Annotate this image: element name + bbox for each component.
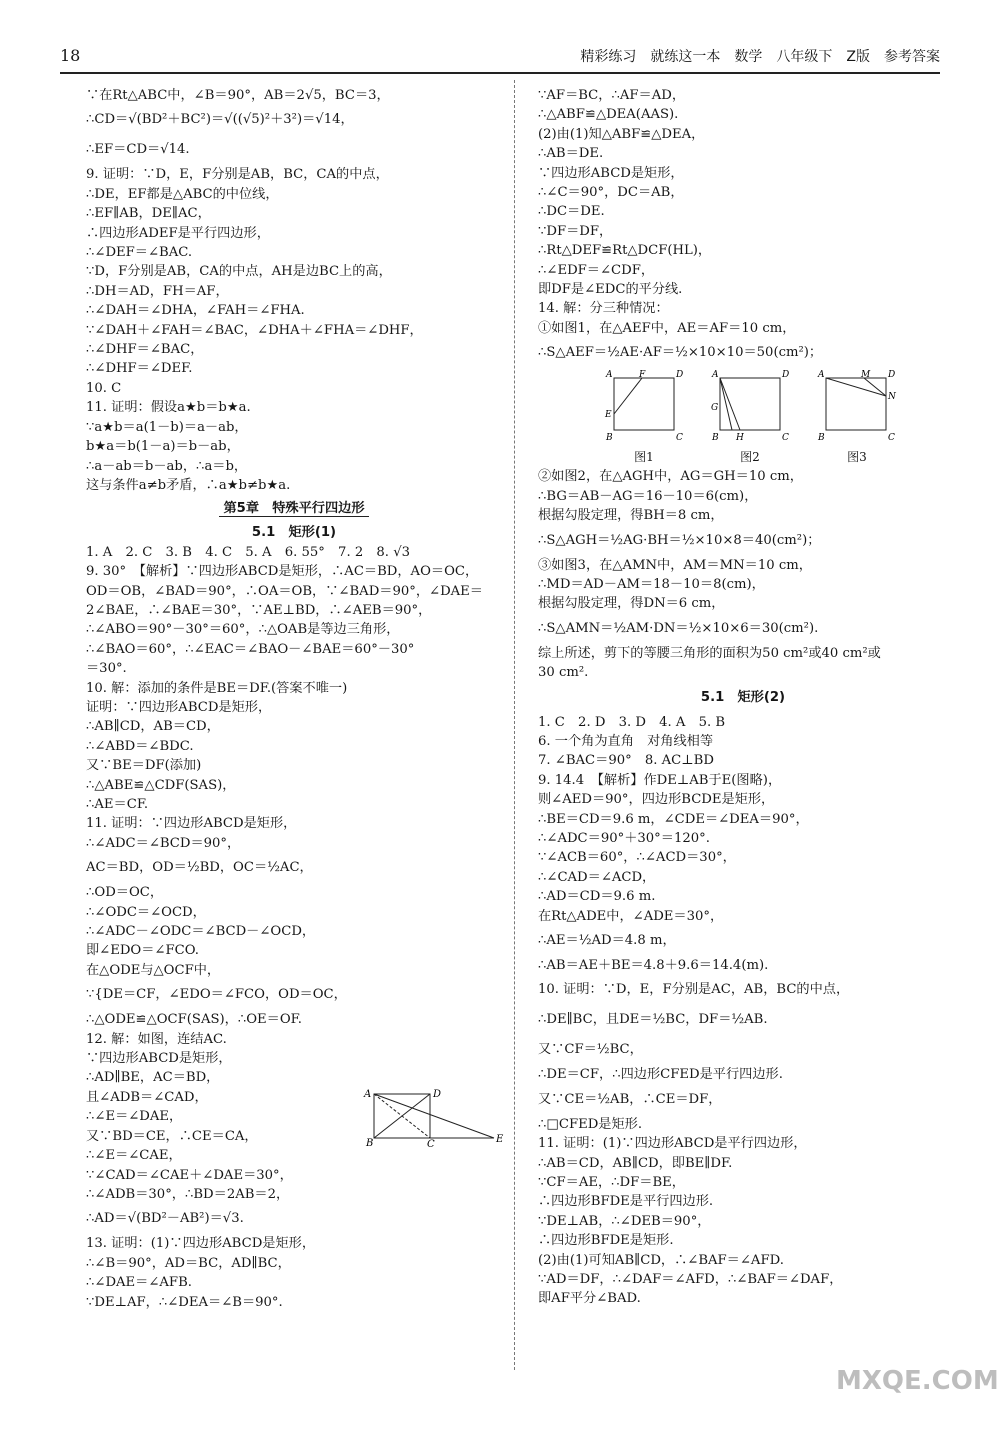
text-line: 14. 解：分三种情况： <box>538 301 669 317</box>
svg-text:A: A <box>606 370 613 381</box>
text-line: ∴△ODE≌△OCF(SAS)，∴OE＝OF. <box>86 1012 302 1028</box>
text-line: OD＝OB，∠BAD＝90°，∴OA＝OB，∵∠BAD＝90°，∠DAE＝ <box>86 583 483 599</box>
text-line: ∵在Rt△ABC中，∠B＝90°，AB＝2√5，BC＝3， <box>86 88 390 103</box>
text-line: ∴EF＝CD＝√14. <box>86 142 190 158</box>
svg-text:E: E <box>605 410 612 421</box>
svg-text:B: B <box>366 1138 374 1148</box>
text-line: ∴S△AMN＝½AM·DN＝½×10×6＝30(cm²). <box>538 620 819 636</box>
figure-1 <box>604 370 684 465</box>
chapter-title: 第5章 特殊平行四边形 <box>86 495 502 523</box>
text-line: ∴AB∥CD，AB＝CD， <box>86 719 220 735</box>
text-line: 6. 一个角为直角 对角线相等 <box>538 733 714 749</box>
text-line: ∴DE，EF都是△ABC的中位线， <box>86 186 279 202</box>
section-title: 5.1 矩形(1) <box>251 525 337 541</box>
text-line: 又∵CE＝½AB，∴CE＝DF， <box>538 1091 722 1107</box>
text-line: ∴∠ADB＝30°，∴BD＝2AB＝2， <box>86 1186 290 1202</box>
text-line: ∴□CFED是矩形. <box>538 1116 643 1132</box>
text-line: ∴Rt△DEF≌Rt△DCF(HL)， <box>538 243 712 259</box>
text-line: ②如图2，在△AGH中，AG＝GH＝10 cm， <box>538 469 803 485</box>
column-divider <box>514 80 515 1370</box>
svg-text:E: E <box>496 1134 504 1145</box>
figure-caption: 图1 <box>634 450 654 465</box>
text-line: ∴∠DAH＝∠DHA，∠FAH＝∠FHA. <box>86 303 305 319</box>
text-line: ∵CF＝AE，∴DF＝BE， <box>538 1175 685 1191</box>
text-line: ∴MD＝AD－AM＝18－10＝8(cm)， <box>538 576 765 592</box>
svg-text:D: D <box>676 370 684 381</box>
text-line: ∴∠E＝∠DAE， <box>86 1109 183 1125</box>
text-line: ∴∠DHF＝∠DEF. <box>86 361 193 377</box>
svg-text:A: A <box>364 1089 372 1100</box>
watermark: MXQE.COM <box>836 1366 999 1396</box>
text-line: ∴a－ab＝b－ab，∴a＝b， <box>86 458 248 474</box>
right-column <box>538 86 948 1309</box>
text-line: ∴AE＝½AD＝4.8 m， <box>538 933 676 948</box>
text-line: ∴BG＝AB－AG＝16－10＝6(cm)， <box>538 488 758 504</box>
text-line: ∵∠DAH＋∠FAH＝∠BAC，∠DHA＋∠FHA＝∠DHF， <box>86 322 423 338</box>
section-title: 5.1 矩形(2) <box>700 689 786 705</box>
text-line: ∴∠ODC＝∠OCD， <box>86 904 206 920</box>
svg-text:D: D <box>433 1089 442 1100</box>
text-line: 这与条件a≠b矛盾，∴a★b≠b★a. <box>86 477 291 493</box>
text-line: 即DF是∠EDC的平分线. <box>538 282 683 298</box>
text-line: ∴∠ADC＝90°＋30°＝120°. <box>538 830 710 846</box>
header-rule <box>60 72 940 74</box>
text-line: ∴∠DEF＝∠BAC. <box>86 245 193 261</box>
svg-text:A: A <box>712 370 719 381</box>
text-line: 10. 解：添加的条件是BE＝DF.(答案不唯一) <box>86 680 348 696</box>
text-line: ∴∠DHF＝∠BAC， <box>86 342 204 358</box>
svg-text:C: C <box>782 433 789 444</box>
text-line: AC＝BD，OD＝½BD，OC＝½AC， <box>86 860 313 876</box>
text-line: ∴S△AEF＝½AE·AF＝½×10×10＝50(cm²)； <box>538 345 823 361</box>
text-line: ∴∠CAD＝∠ACD， <box>538 869 656 885</box>
text-line: ∴四边形ADEF是平行四边形， <box>86 225 270 241</box>
svg-text:H: H <box>736 433 744 444</box>
text-line: ∴∠C＝90°，DC＝AB， <box>538 185 684 201</box>
text-line: ∴DC＝DE. <box>538 204 605 220</box>
svg-text:N: N <box>888 392 896 403</box>
text-line: 证明：∵四边形ABCD是矩形， <box>86 699 272 715</box>
svg-text:B: B <box>606 433 613 444</box>
text-line: (2)由(1)知△ABF≌△DEA， <box>538 126 705 142</box>
text-line: 9. 14.4 【解析】作DE⊥AB于E(图略)， <box>538 772 782 788</box>
text-line: ∴DE∥BC，且DE＝½BC，DF＝½AB. <box>538 1012 768 1028</box>
text-line: 在Rt△ADE中，∠ADE＝30°， <box>538 908 724 924</box>
text-line: ∴∠EDF＝∠CDF， <box>538 262 655 278</box>
svg-text:A: A <box>818 370 825 381</box>
text-line: ∴四边形BFDE是矩形. <box>538 1233 674 1249</box>
text-line: 根据勾股定理，得DN＝6 cm， <box>538 596 725 612</box>
problem-14-figures <box>538 370 948 465</box>
text-line: 又∵CF＝½BC， <box>538 1042 643 1058</box>
svg-text:D: D <box>888 370 896 381</box>
text-line: ①如图1，在△AEF中，AE＝AF＝10 cm， <box>538 320 796 336</box>
svg-text:B: B <box>818 433 825 444</box>
text-line: ∴AD∥BE，AC＝BD， <box>86 1070 220 1086</box>
text-line: ∵D，F分别是AB，CA的中点，AH是边BC上的高， <box>86 264 392 280</box>
text-line: ∵{DE＝CF，∠EDO＝∠FCO，OD＝OC， <box>86 987 347 1003</box>
text-line: ∵AD＝DF，∴∠DAF＝∠AFD，∴∠BAF＝∠DAF， <box>538 1272 843 1288</box>
text-line: 则∠AED＝90°，四边形BCDE是矩形， <box>538 792 775 808</box>
svg-text:G: G <box>711 403 719 414</box>
figure-caption: 图3 <box>847 450 867 465</box>
page-header <box>60 40 940 70</box>
text-line: (2)由(1)可知AB∥CD，∴∠BAF＝∠AFD. <box>538 1252 784 1268</box>
text-line: ∴OD＝OC， <box>86 885 164 901</box>
text-line: ∵DE⊥AB，∴∠DEB＝90°， <box>538 1213 711 1229</box>
text-line: 即∠EDO＝∠FCO. <box>86 943 199 959</box>
page-number: 18 <box>60 46 81 65</box>
text-line: ∵DF＝DF， <box>538 223 613 239</box>
text-line: 综上所述，剪下的等腰三角形的面积为50 cm²或40 cm²或 <box>538 645 881 661</box>
svg-text:D: D <box>782 370 790 381</box>
text-line: ∴AB＝DE. <box>538 146 604 162</box>
svg-text:M: M <box>861 370 871 381</box>
text-line: 10. C <box>86 380 122 396</box>
text-line: ∴∠ADC－∠ODC＝∠BCD－∠OCD， <box>86 924 316 940</box>
text-line: 30 cm². <box>538 665 589 681</box>
text-line: ∴DE＝CF，∴四边形CFED是平行四边形. <box>538 1067 783 1083</box>
text-line: 1. C 2. D 3. D 4. A 5. B <box>538 714 726 730</box>
figure-caption: 图2 <box>740 450 760 465</box>
text-line: 9. 30° 【解析】∵四边形ABCD是矩形，∴AC＝BD，AO＝OC， <box>86 564 479 580</box>
text-line: 且∠ADB＝∠CAD， <box>86 1089 208 1105</box>
figure-2-drawing <box>710 370 790 444</box>
text-line: b★a＝b(1－a)＝b－ab， <box>86 439 240 455</box>
text-line: ＝30°. <box>86 661 127 677</box>
text-line: ③如图3，在△AMN中，AM＝MN＝10 cm， <box>538 557 812 573</box>
text-line: 7. ∠BAC＝90° 8. AC⊥BD <box>538 753 714 769</box>
text-line: ∴AB＝AE＋BE＝4.8＋9.6＝14.4(m). <box>538 958 769 973</box>
text-line: 又∵BE＝DF(添加) <box>86 758 202 774</box>
text-line: ∴EF∥AB，DE∥AC， <box>86 206 211 222</box>
svg-text:B: B <box>712 433 719 444</box>
text-line: 11. 证明：假设a★b＝b★a. <box>86 400 251 416</box>
svg-text:F: F <box>639 370 646 381</box>
text-line: 12. 解：如图，连结AC. <box>86 1031 227 1047</box>
text-line: ∵a★b＝a(1－b)＝a－ab， <box>86 419 248 435</box>
figure-3-drawing <box>816 370 898 444</box>
text-line: 9. 证明：∵D，E，F分别是AB，BC，CA的中点， <box>86 167 389 183</box>
text-line: ∴∠ADC＝∠BCD＝90°， <box>86 835 241 851</box>
figure-2 <box>710 370 790 465</box>
text-line: 又∵BD＝CE，∴CE＝CA， <box>86 1128 258 1144</box>
text-line: ∴AE＝CF. <box>86 797 149 812</box>
text-line: ∴BE＝CD＝9.6 m，∠CDE＝∠DEA＝90°， <box>538 811 809 827</box>
text-line: 即AF平分∠BAD. <box>538 1291 641 1307</box>
text-line: ∵∠ACB＝60°，∴∠ACD＝30°， <box>538 850 736 866</box>
text-line: ∵四边形ABCD是矩形， <box>538 165 684 181</box>
svg-text:C: C <box>676 433 683 444</box>
text-line: ∵∠CAD＝∠CAE＋∠DAE＝30°， <box>86 1167 293 1183</box>
text-line: 在△ODE与△OCF中， <box>86 962 221 978</box>
text-line: ∵AF＝BC，∴AF＝AD， <box>538 88 686 103</box>
problem-12-figure <box>362 1086 506 1148</box>
text-line: ∴∠DAE＝∠AFB. <box>86 1275 192 1291</box>
text-line: 2∠BAE，∴∠BAE＝30°，∵AE⊥BD，∴∠AEB＝90°， <box>86 602 432 618</box>
header-title: 精彩练习 就练这一本 数学 八年级下 Z版 参考答案 <box>580 49 940 65</box>
figure-1-drawing <box>604 370 684 444</box>
text-line: ∴AD＝CD＝9.6 m. <box>538 889 656 905</box>
text-line: 1. A 2. C 3. B 4. C 5. A 6. 55° 7. 2 8. √3 <box>86 544 410 560</box>
text-line: ∴DH＝AD，FH＝AF， <box>86 283 229 299</box>
svg-text:C: C <box>888 433 895 444</box>
text-line: 10. 证明：∵D，E，F分别是AC，AB，BC的中点， <box>538 982 850 998</box>
text-line: ∴△ABE≌△CDF(SAS)， <box>86 777 236 793</box>
text-line: ∴CD＝√(BD²＋BC²)＝√((√5)²＋3²)＝√14， <box>86 112 354 128</box>
text-line: 13. 证明：(1)∵四边形ABCD是矩形， <box>86 1236 316 1252</box>
text-line: ∴∠E＝∠CAE， <box>86 1148 182 1164</box>
text-line: ∴∠BAO＝60°，∴∠EAC＝∠BAO－∠BAE＝60°－30° <box>86 641 415 657</box>
text-line: ∴AD＝√(BD²－AB²)＝√3. <box>86 1211 244 1227</box>
text-line: 11. 证明：∵四边形ABCD是矩形， <box>86 816 297 832</box>
text-line: ∴S△AGH＝½AG·BH＝½×10×8＝40(cm²)； <box>538 532 821 548</box>
text-line: ∴∠ABO＝90°－30°＝60°，∴△OAB是等边三角形， <box>86 622 400 638</box>
text-line: ∴△ABF≌△DEA(AAS). <box>538 107 679 123</box>
text-line: ∴AB＝CD，AB∥CD，即BE∥DF. <box>538 1155 733 1171</box>
text-line: ∵四边形ABCD是矩形， <box>86 1051 232 1067</box>
text-line: 11. 证明：(1)∵四边形ABCD是平行四边形， <box>538 1136 807 1152</box>
svg-text:C: C <box>427 1139 435 1148</box>
text-line: 根据勾股定理，得BH＝8 cm， <box>538 508 724 524</box>
text-line: ∵DE⊥AF，∴∠DEA＝∠B＝90°. <box>86 1294 283 1310</box>
text-line: ∴∠B＝90°，AD＝BC，AD∥BC， <box>86 1255 291 1271</box>
text-line: ∴四边形BFDE是平行四边形. <box>538 1194 714 1210</box>
text-line: ∴∠ABD＝∠BDC. <box>86 738 194 754</box>
figure-3 <box>816 370 898 465</box>
